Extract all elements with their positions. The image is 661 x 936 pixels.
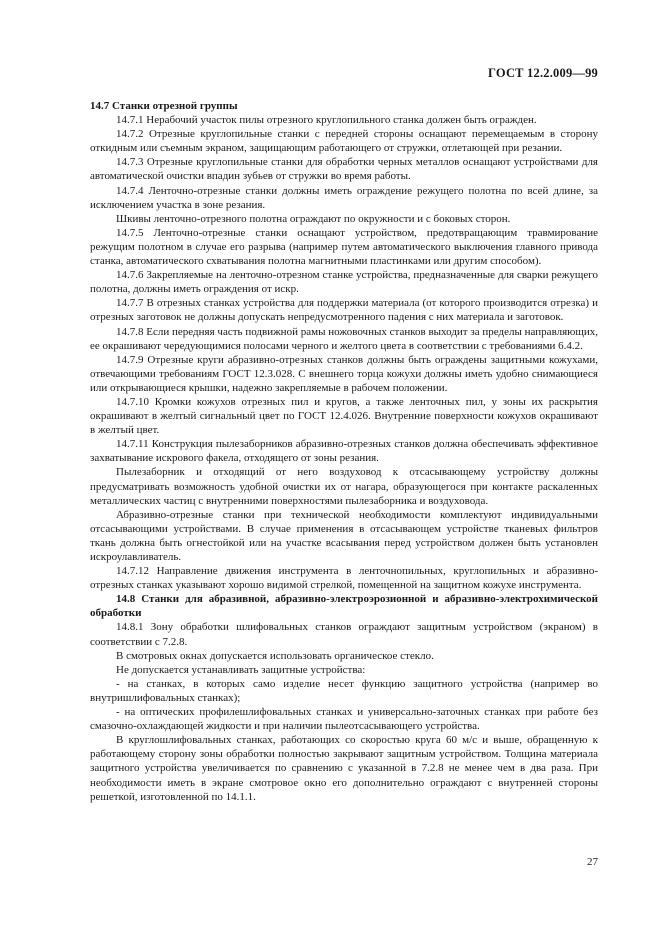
paragraph: 14.7.8 Если передняя часть подвижной рамы ножовочных станков выходит за пределы направляющих, ее окрашивают чередующимися полосами черного и желтого цвета в соответствии с требованиями 6.4.2.	[90, 325, 598, 352]
paragraph: Шкивы ленточно-отрезного полотна ограждают по окружности и с боковых сторон.	[116, 212, 511, 225]
list-item: - на оптических профилешлифовальных станках и универсально-заточных станках при работе без смазочно-охлаждающей жидкости и при наличии пылеотсасывающего устройства.	[90, 706, 598, 733]
paragraph: 14.7.2 Отрезные круглопильные станки с передней стороны оснащают перемещаемым в сторону откидным или съемным экраном, защищающим работающего от стружки, отлетающей при резании.	[90, 128, 598, 155]
paragraph: 14.7.1 Нерабочий участок пилы отрезного круглопильного станка должен быть огражден.	[116, 114, 537, 127]
paragraph: Абразивно-отрезные станки при технической необходимости комплектуют индивидуальными отсасывающими устройствами. В случае применения в отсасывающем устройстве тканевых фильтров ткань должна быть огнестойкой или на участке всасывания перед устройством должен быть установлен искроулавливатель.	[90, 508, 598, 563]
paragraph: 14.7.12 Направление движения инструмента в ленточнопильных, круглопильных и абразивно-отрезных станках указывают хорошо видимой стрелкой, помещенной на защитном кожухе инструмента.	[90, 565, 598, 592]
paragraph: 14.7.10 Кромки кожухов отрезных пил и кругов, а также ленточных пил, у зоны их раскрытия окрашивают в желтый сигнальный цвет по ГОСТ 12.4.026. Внутренние поверхности кожухов окрашивают в желтый цвет.	[90, 395, 598, 437]
paragraph: 14.7.5 Ленточно-отрезные станки оснащают устройством, предотвращающим травмирование режущим полотном в случае его разрыва (например путем автоматического выключения главного привода станка, автоматического схватывания полотна магнитными пластинками или другим способом).	[90, 226, 598, 268]
paragraph: В смотровых окнах допускается использовать органическое стекло.	[116, 649, 434, 662]
section-heading: 14.8 Станки для абразивной, абразивно-электроэрозионной и абразивно-электрохимической обработки	[90, 593, 598, 620]
paragraph: 14.7.9 Отрезные круги абразивно-отрезных станков должны быть ограждены защитными кожухами, отвечающими требованиям ГОСТ 12.3.028. С внешнего торца кожухи должны иметь удобно снимающиеся или открывающиеся крышки, надежно закрепляемые в рабочем положении.	[90, 353, 598, 394]
paragraph: 14.7.6 Закрепляемые на ленточно-отрезном станке устройства, предназначенные для сварки режущего полотна, должны иметь ограждения от искр.	[90, 269, 598, 296]
paragraph: Не допускается устанавливать защитные устройства:	[116, 663, 366, 676]
paragraph: В круглошлифовальных станках, работающих со скоростью круга 60 м/с и выше, обращенную к работающему сторону зоны обработки полностью закрывают защитным устройством. Толщина материала защитного устройства увеличивается по сравнению с указанной в 7.2.8 не менее чем в два раза. При необходимости иметь в экране смотровое окно его дополнительно ограждают с внутренней стороны решеткой, изготовленной по 14.1.1.	[90, 734, 598, 803]
page-number: 27	[587, 856, 598, 868]
paragraph: Пылезаборник и отходящий от него воздуховод к отсасывающему устройству должны предусматривать возможность удобной очистки их от нагара, образующегося при контакте раскаленных металлических частиц с внутренними поверхностями пылезаборника и воздуховода.	[90, 466, 598, 507]
section-heading: 14.7 Станки отрезной группы	[90, 100, 238, 112]
document-code: ГОСТ 12.2.009—99	[488, 66, 598, 80]
document-body	[90, 99, 598, 804]
paragraph: 14.7.4 Ленточно-отрезные станки должны иметь ограждение режущего полотна по всей длине, за исключением участка в зоне резания.	[90, 184, 598, 211]
paragraph: 14.8.1 Зону обработки шлифовальных станков ограждают защитным устройством (экраном) в соответствии с 7.2.8.	[90, 621, 598, 648]
paragraph: 14.7.11 Конструкция пылезаборников абразивно-отрезных станков должна обеспечивать эффективное захватывание искрового факела, отходящего от зоны резания.	[90, 438, 598, 465]
list-item: - на станках, в которых само изделие несет функцию защитного устройства (например во внутришлифовальных станках);	[90, 677, 598, 704]
paragraph: 14.7.7 В отрезных станках устройства для поддержки материала (от которого производится отрезка) и отрезных заготовок не должны допускать непредусмотренного падения с них материала и заготовок.	[90, 297, 598, 324]
paragraph: 14.7.3 Отрезные круглопильные станки для обработки черных металлов оснащают устройствами для автоматической очистки впадин зубьев от стружки во время работы.	[90, 156, 598, 183]
